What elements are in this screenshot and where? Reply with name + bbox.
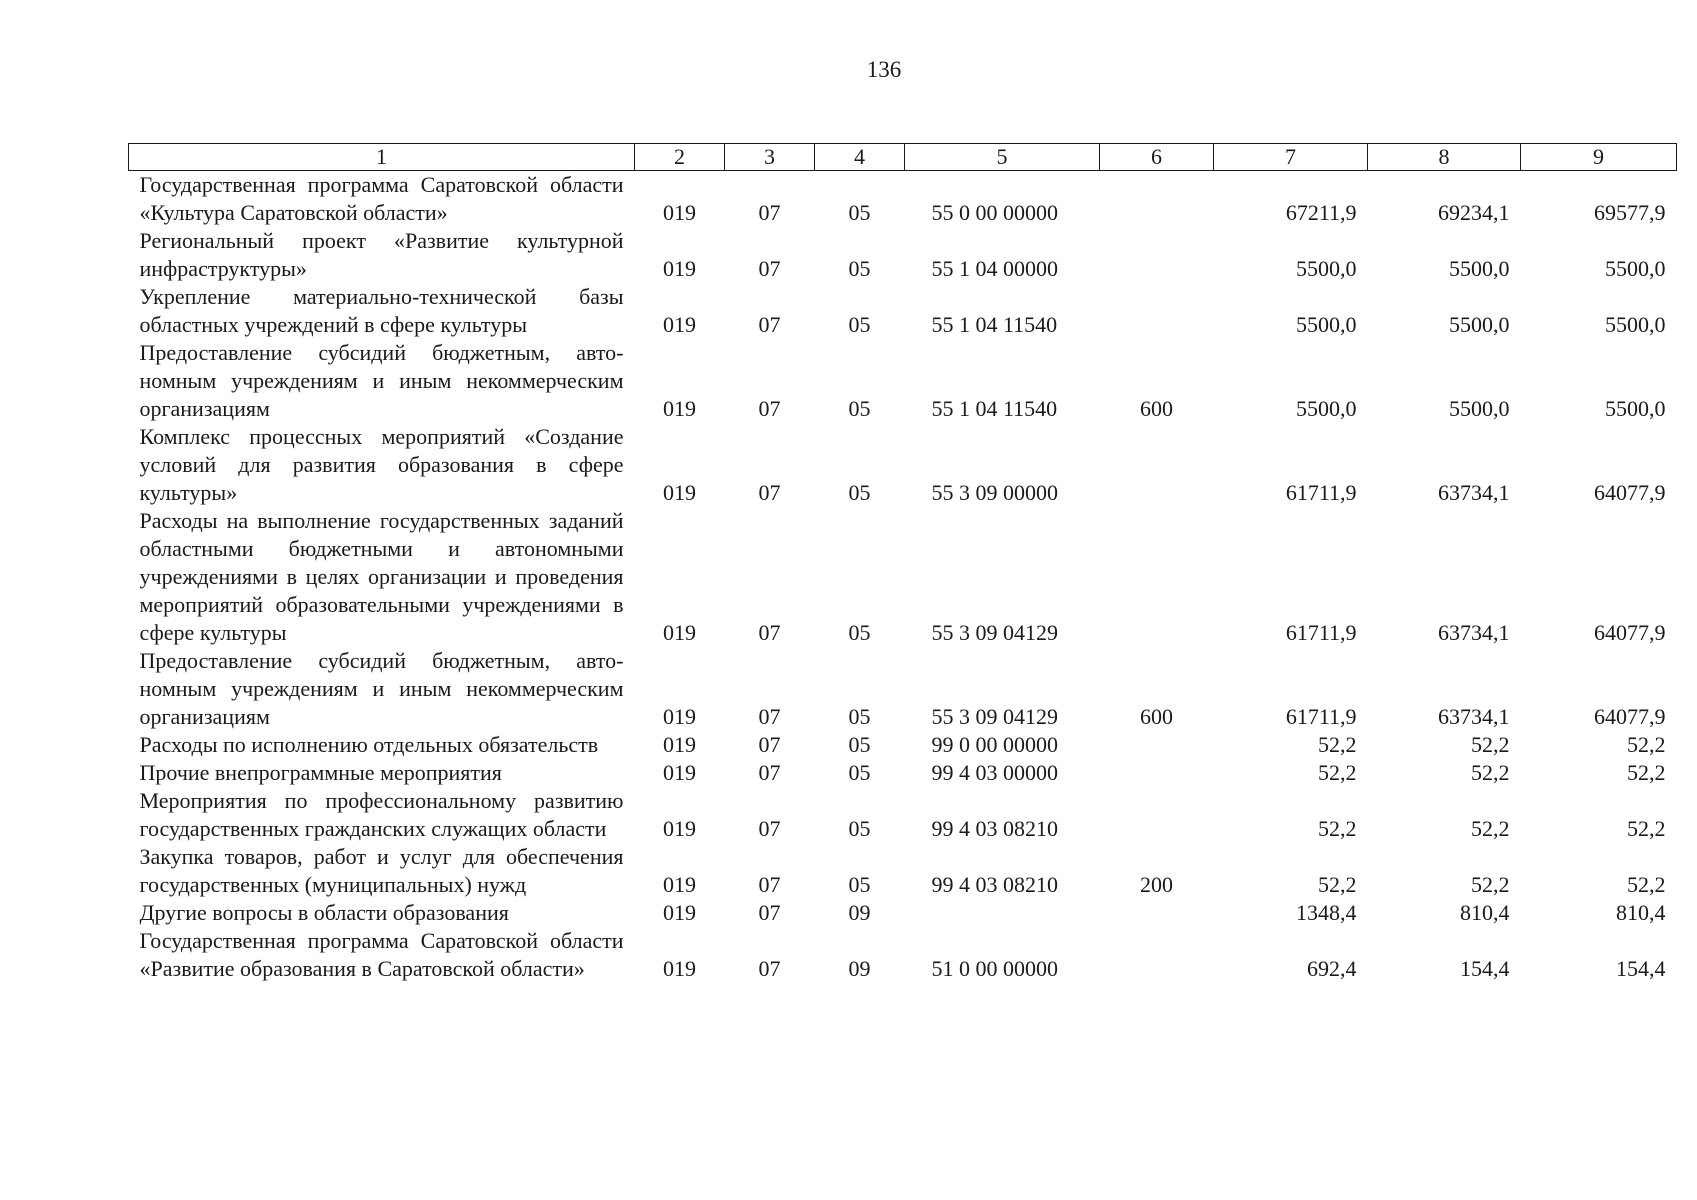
cell-amount-7: 5500,0 <box>1296 312 1357 337</box>
budget-table-container <box>128 143 1676 983</box>
cell-amount-7: 5500,0 <box>1296 396 1357 421</box>
cell-amount-7: 52,2 <box>1318 872 1357 897</box>
cell-ministry: 019 <box>663 480 696 505</box>
cell-section: 07 <box>758 900 781 925</box>
cell-type <box>1100 787 1214 843</box>
cell-subsection: 05 <box>848 732 871 757</box>
row-name: Мероприятия по профессиональному развитию государственных гражданских служащих области <box>139 788 624 841</box>
table-row <box>129 759 1677 787</box>
cell-ministry: 019 <box>663 900 696 925</box>
cell-section: 07 <box>758 760 781 785</box>
cell-amount-9: 52,2 <box>1627 816 1666 841</box>
table-row <box>129 339 1677 423</box>
col-header-2: 2 <box>635 144 725 171</box>
table-row <box>129 647 1677 731</box>
cell-amount-7: 61711,9 <box>1285 480 1357 505</box>
cell-type <box>1100 731 1214 759</box>
table-row <box>129 171 1677 228</box>
cell-amount-7: 52,2 <box>1318 760 1357 785</box>
cell-target: 55 1 04 11540 <box>931 396 1058 421</box>
table-row <box>129 507 1677 647</box>
table-row <box>129 283 1677 339</box>
row-name: Расходы на выполнение государственных заданий областными бюджетными и автономными учреждениями в целях организации и проведения мероприятий образовательными учреждениями в сфере культуры <box>139 508 624 645</box>
cell-amount-7: 52,2 <box>1318 732 1357 757</box>
table-row <box>129 787 1677 843</box>
cell-amount-7: 61711,9 <box>1285 704 1357 729</box>
cell-type <box>1100 227 1214 283</box>
cell-subsection: 05 <box>848 620 871 645</box>
cell-ministry: 019 <box>663 312 696 337</box>
col-header-8: 8 <box>1368 144 1521 171</box>
cell-target: 55 1 04 00000 <box>931 256 1058 281</box>
col-header-1: 1 <box>129 144 635 171</box>
cell-subsection: 09 <box>848 900 871 925</box>
cell-amount-7: 5500,0 <box>1296 256 1357 281</box>
cell-amount-8: 5500,0 <box>1449 396 1510 421</box>
cell-amount-8: 69234,1 <box>1438 200 1510 225</box>
cell-amount-8: 154,4 <box>1460 956 1510 981</box>
cell-type <box>1100 507 1214 647</box>
cell-subsection: 09 <box>848 956 871 981</box>
cell-amount-7: 52,2 <box>1318 816 1357 841</box>
cell-section: 07 <box>758 396 781 421</box>
cell-amount-9: 810,4 <box>1616 900 1666 925</box>
row-name: Предоставление субсидий бюджетным, автономным учреждениям и иным некоммерческим организациям <box>139 648 624 729</box>
cell-amount-9: 5500,0 <box>1605 256 1666 281</box>
cell-target: 55 3 09 04129 <box>931 620 1058 645</box>
header-row <box>129 144 1677 171</box>
cell-target: 51 0 00 00000 <box>931 956 1058 981</box>
cell-subsection: 05 <box>848 816 871 841</box>
cell-ministry: 019 <box>663 872 696 897</box>
cell-amount-7: 1348,4 <box>1296 900 1357 925</box>
cell-amount-9: 5500,0 <box>1605 312 1666 337</box>
cell-ministry: 019 <box>663 760 696 785</box>
cell-target: 99 0 00 00000 <box>931 732 1058 757</box>
cell-subsection: 05 <box>848 480 871 505</box>
cell-amount-8: 52,2 <box>1471 760 1510 785</box>
cell-amount-9: 52,2 <box>1627 760 1666 785</box>
cell-section: 07 <box>758 620 781 645</box>
cell-subsection: 05 <box>848 704 871 729</box>
row-name: Предоставление субсидий бюджетным, автономным учреждениям и иным некоммерческим организациям <box>139 340 624 421</box>
cell-type <box>1100 171 1214 228</box>
cell-type: 600 <box>1140 704 1173 729</box>
cell-amount-8: 810,4 <box>1460 900 1510 925</box>
cell-target: 55 1 04 11540 <box>931 312 1058 337</box>
cell-amount-9: 64077,9 <box>1594 480 1666 505</box>
col-header-3: 3 <box>725 144 815 171</box>
cell-section: 07 <box>758 704 781 729</box>
cell-type <box>1100 423 1214 507</box>
cell-type <box>1100 283 1214 339</box>
cell-amount-8: 5500,0 <box>1449 312 1510 337</box>
cell-subsection: 05 <box>848 396 871 421</box>
cell-section: 07 <box>758 872 781 897</box>
cell-amount-9: 64077,9 <box>1594 704 1666 729</box>
cell-subsection: 05 <box>848 760 871 785</box>
cell-type <box>1100 899 1214 927</box>
table-row <box>129 843 1677 899</box>
cell-ministry: 019 <box>663 256 696 281</box>
cell-subsection: 05 <box>848 200 871 225</box>
row-name: Прочие внепрограммные мероприятия <box>139 760 502 785</box>
col-header-6: 6 <box>1100 144 1214 171</box>
cell-amount-7: 692,4 <box>1307 956 1357 981</box>
cell-target: 55 0 00 00000 <box>931 200 1058 225</box>
cell-section: 07 <box>758 956 781 981</box>
cell-subsection: 05 <box>848 872 871 897</box>
cell-ministry: 019 <box>663 396 696 421</box>
cell-amount-8: 52,2 <box>1471 732 1510 757</box>
cell-amount-9: 69577,9 <box>1594 200 1666 225</box>
row-name: Другие вопросы в области образования <box>139 900 509 925</box>
cell-target <box>905 899 1100 927</box>
page-number: 136 <box>866 57 902 82</box>
cell-target: 55 3 09 00000 <box>931 480 1058 505</box>
cell-type: 200 <box>1140 872 1173 897</box>
cell-amount-8: 52,2 <box>1471 872 1510 897</box>
cell-ministry: 019 <box>663 620 696 645</box>
cell-ministry: 019 <box>663 816 696 841</box>
cell-amount-9: 52,2 <box>1627 872 1666 897</box>
cell-section: 07 <box>758 816 781 841</box>
cell-subsection: 05 <box>848 312 871 337</box>
table-row <box>129 899 1677 927</box>
cell-type <box>1100 927 1214 983</box>
cell-target: 99 4 03 08210 <box>931 816 1058 841</box>
table-row <box>129 731 1677 759</box>
table-row <box>129 227 1677 283</box>
cell-subsection: 05 <box>848 256 871 281</box>
cell-section: 07 <box>758 480 781 505</box>
cell-section: 07 <box>758 732 781 757</box>
cell-ministry: 019 <box>663 956 696 981</box>
cell-amount-9: 5500,0 <box>1605 396 1666 421</box>
budget-table <box>128 143 1677 983</box>
cell-amount-9: 52,2 <box>1627 732 1666 757</box>
cell-section: 07 <box>758 200 781 225</box>
cell-amount-8: 63734,1 <box>1438 480 1510 505</box>
cell-amount-8: 52,2 <box>1471 816 1510 841</box>
cell-ministry: 019 <box>663 200 696 225</box>
cell-target: 55 3 09 04129 <box>931 704 1058 729</box>
cell-amount-8: 63734,1 <box>1438 620 1510 645</box>
col-header-7: 7 <box>1214 144 1368 171</box>
cell-section: 07 <box>758 256 781 281</box>
col-header-5: 5 <box>905 144 1100 171</box>
cell-ministry: 019 <box>663 704 696 729</box>
cell-amount-9: 64077,9 <box>1594 620 1666 645</box>
cell-ministry: 019 <box>663 732 696 757</box>
col-header-9: 9 <box>1521 144 1677 171</box>
row-name: Государственная программа Саратовской области «Развитие образования в Саратовской области» <box>139 928 624 981</box>
row-name: Комплекс процессных мероприятий «Создание условий для развития образования в сфере культуры» <box>139 424 624 505</box>
table-body <box>129 171 1677 984</box>
cell-amount-8: 63734,1 <box>1438 704 1510 729</box>
row-name: Укрепление материально-технической базы областных учреждений в сфере культуры <box>139 284 624 337</box>
cell-amount-8: 5500,0 <box>1449 256 1510 281</box>
table-row <box>129 927 1677 983</box>
row-name: Расходы по исполнению отдельных обязательств <box>139 732 599 757</box>
row-name: Региональный проект «Развитие культурной инфраструктуры» <box>139 228 624 281</box>
table-row <box>129 423 1677 507</box>
cell-amount-9: 154,4 <box>1616 956 1666 981</box>
row-name: Государственная программа Саратовской области «Культура Саратовской области» <box>139 172 624 225</box>
cell-target: 99 4 03 08210 <box>931 872 1058 897</box>
cell-section: 07 <box>758 312 781 337</box>
row-name: Закупка товаров, работ и услуг для обеспечения государственных (муниципальных) нужд <box>139 844 624 897</box>
cell-amount-7: 61711,9 <box>1285 620 1357 645</box>
cell-type: 600 <box>1140 396 1173 421</box>
cell-target: 99 4 03 00000 <box>931 760 1058 785</box>
cell-amount-7: 67211,9 <box>1285 200 1357 225</box>
col-header-4: 4 <box>815 144 905 171</box>
cell-type <box>1100 759 1214 787</box>
